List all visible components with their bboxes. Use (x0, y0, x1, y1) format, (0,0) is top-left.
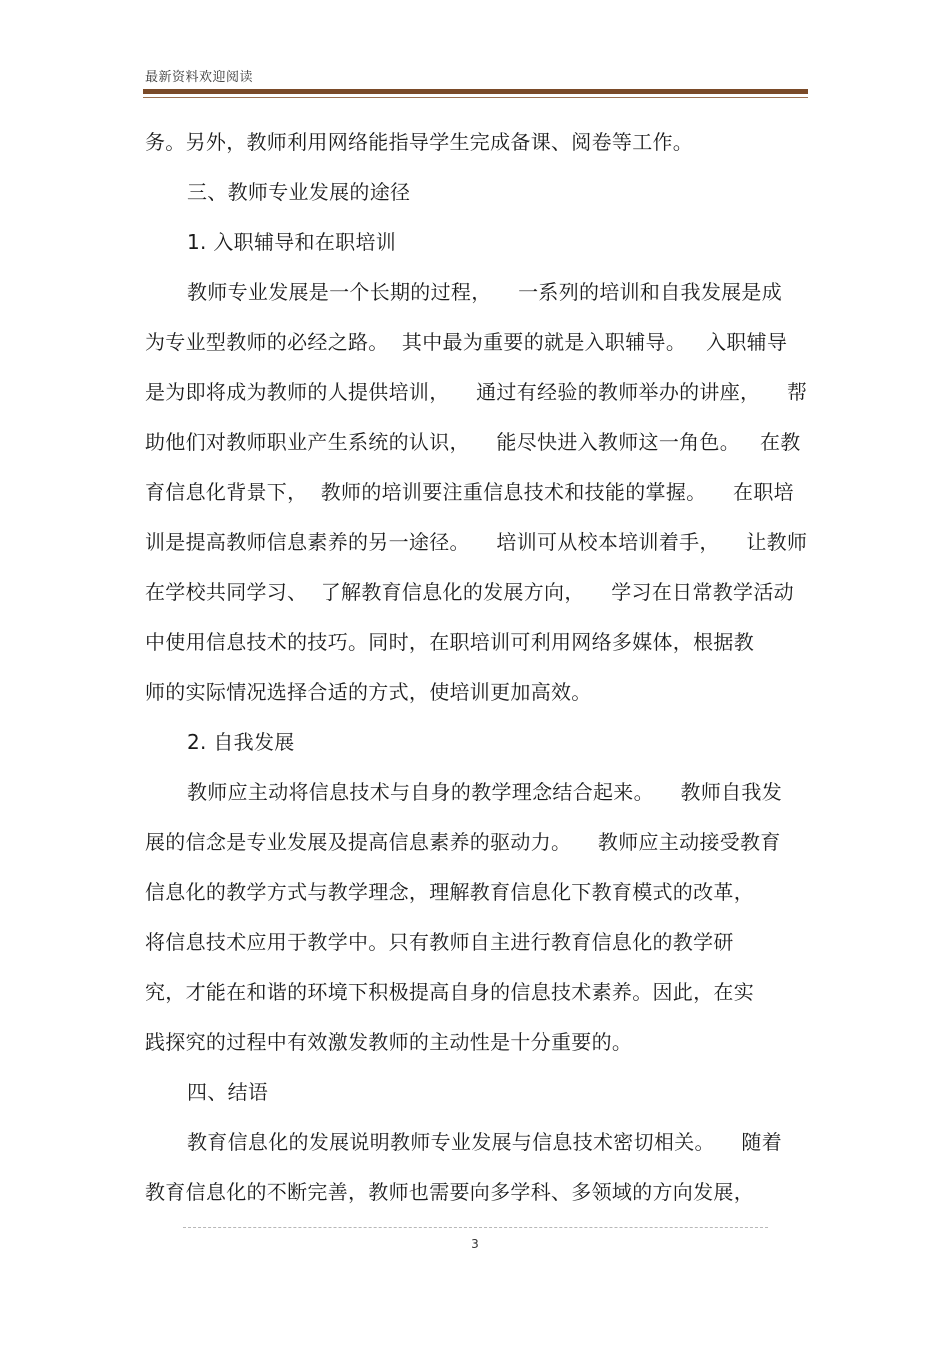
section-heading: 1. 入职辅导和在职培训 (187, 230, 397, 254)
section-heading: 四、结语 (187, 1080, 269, 1104)
text-line: 育信息化背景下， 教师的培训要注重信息技术和技能的掌握。 在职培 (145, 480, 794, 504)
text-line: 助他们对教师职业产生系统的认识， 能尽快进入教师这一角色。 在教 (145, 430, 801, 454)
page-number: 3 (471, 1237, 479, 1251)
header-rule-thin (143, 97, 808, 98)
text-line: 信息化的教学方式与教学理念，理解教育信息化下教育模式的改革， (145, 880, 754, 904)
text-line: 将信息技术应用于教学中。只有教师自主进行教育信息化的教学研 (145, 930, 734, 954)
footer-rule (183, 1227, 768, 1228)
document-body (145, 117, 810, 1217)
section-heading: 三、教师专业发展的途径 (187, 180, 411, 204)
text-line: 在学校共同学习、 了解教育信息化的发展方向， 学习在日常教学活动 (145, 580, 794, 604)
text-line: 教育信息化的发展说明教师专业发展与信息技术密切相关。 随着 (187, 1130, 783, 1154)
header-rule-thick (143, 89, 808, 94)
text-line: 展的信念是专业发展及提高信息素养的驱动力。 教师应主动接受教育 (145, 830, 781, 854)
text-line: 务。另外，教师利用网络能指导学生完成备课、阅卷等工作。 (145, 130, 694, 154)
section-heading: 2. 自我发展 (187, 730, 295, 754)
text-line: 训是提高教师信息素养的另一途径。 培训可从校本培训着手， 让教师 (145, 530, 808, 554)
text-line: 为专业型教师的必经之路。 其中最为重要的就是入职辅导。 入职辅导 (145, 330, 788, 354)
text-line: 师的实际情况选择合适的方式，使培训更加高效。 (145, 680, 592, 704)
text-line: 是为即将成为教师的人提供培训， 通过有经验的教师举办的讲座， 帮 (145, 380, 808, 404)
header-text: 最新资料欢迎阅读 (145, 70, 254, 85)
text-line: 教师应主动将信息技术与自身的教学理念结合起来。 教师自我发 (187, 780, 783, 804)
text-line: 教师专业发展是一个长期的过程， 一系列的培训和自我发展是成 (187, 280, 783, 304)
text-line: 教育信息化的不断完善，教师也需要向多学科、多领域的方向发展， (145, 1180, 754, 1204)
text-line: 中使用信息技术的技巧。同时，在职培训可利用网络多媒体，根据教 (145, 630, 754, 654)
text-line: 践探究的过程中有效激发教师的主动性是十分重要的。 (145, 1030, 633, 1054)
text-line: 究，才能在和谐的环境下积极提高自身的信息技术素养。因此，在实 (145, 980, 754, 1004)
